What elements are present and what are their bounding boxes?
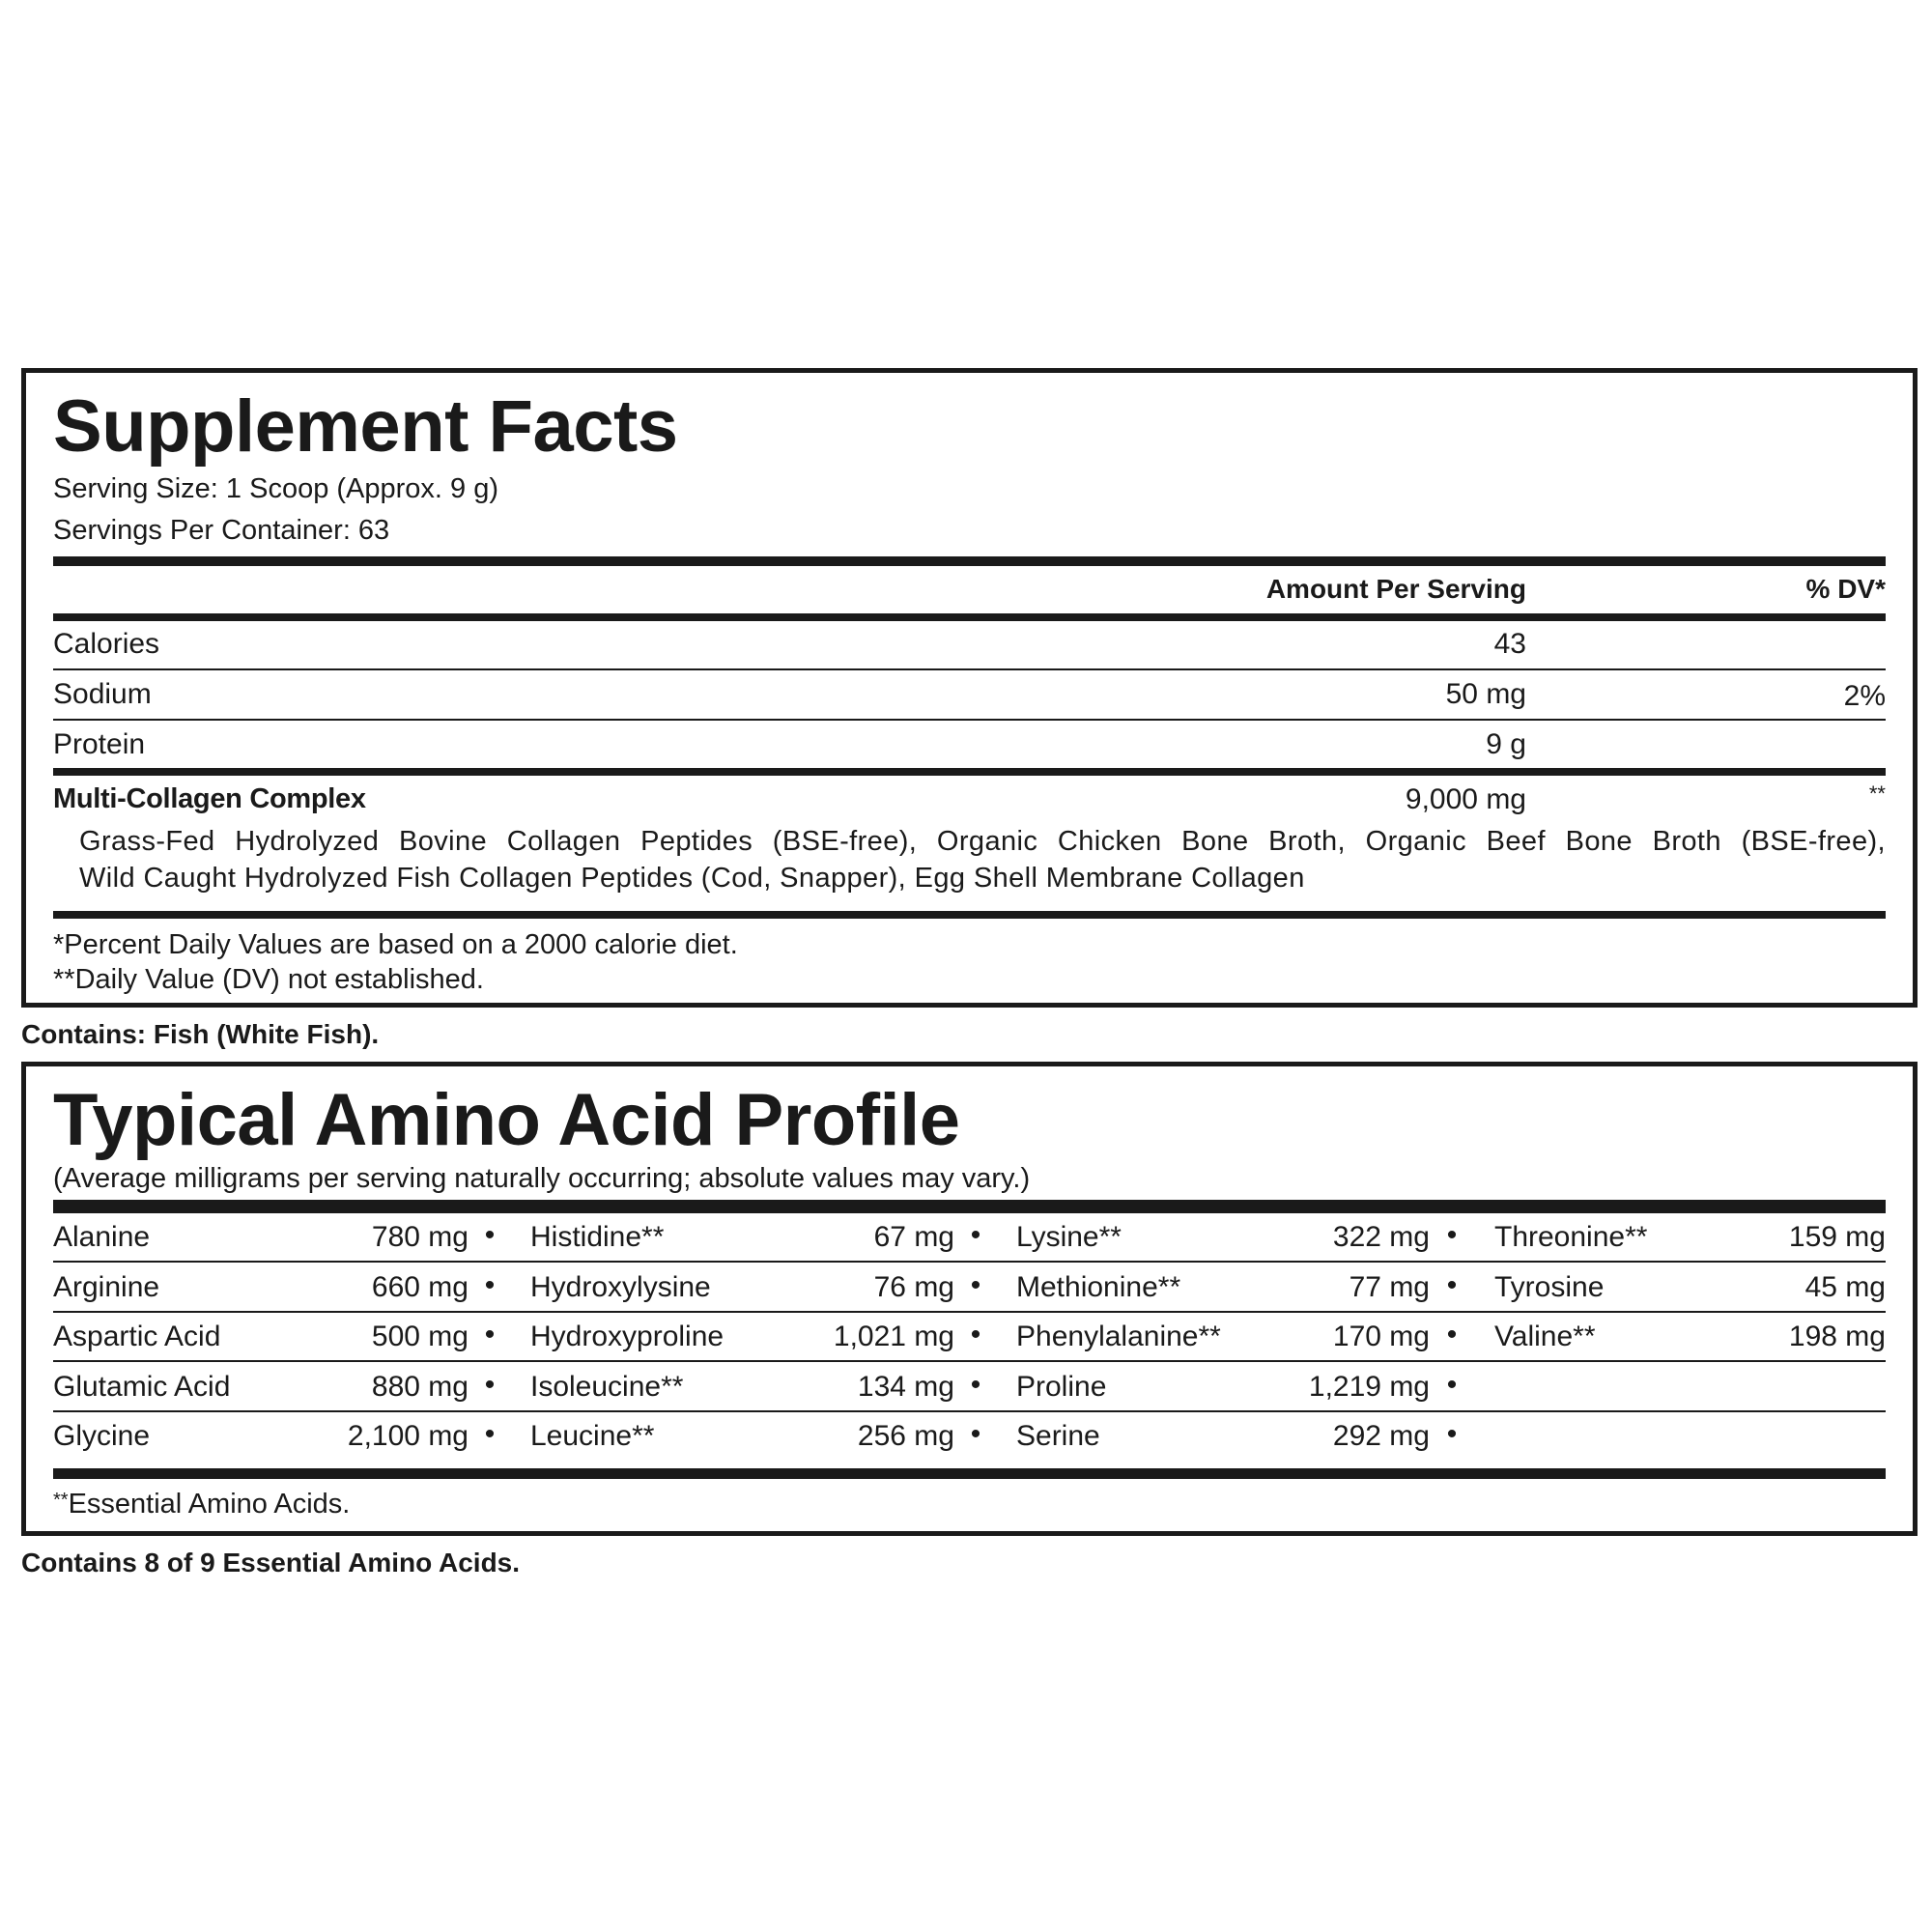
amino-acid-profile-panel: [21, 1062, 1918, 1536]
amino-acid-value: 67 mg: [873, 1221, 954, 1253]
amino-acid-name: Tyrosine: [1494, 1270, 1605, 1303]
nutrient-amount: 43: [1493, 628, 1526, 660]
nutrient-amount: 9 g: [1486, 728, 1526, 760]
amino-row: [53, 1264, 1886, 1313]
servings-per-container: Servings Per Container: 63: [53, 515, 390, 546]
amino-acid-value: 1,021 mg: [833, 1321, 954, 1352]
amino-row: [53, 1213, 1886, 1263]
amino-profile-subtitle: (Average milligrams per serving naturally occurring; absolute values may vary.): [53, 1163, 1031, 1194]
nutrient-row: [53, 626, 1886, 665]
amino-acid-name: Leucine**: [530, 1420, 655, 1452]
amino-acid-name: Threonine**: [1494, 1221, 1648, 1253]
complex-rule: [53, 768, 1886, 776]
bullet-separator: •: [484, 1219, 496, 1251]
footnote-marker: **: [53, 1490, 69, 1511]
nutrient-name: Calories: [53, 628, 160, 660]
amino-acid-value: 159 mg: [1788, 1221, 1886, 1253]
amino-acid-value: 292 mg: [1332, 1420, 1430, 1452]
amino-acid-name: Methionine**: [1016, 1270, 1181, 1303]
essential-amino-statement: Contains 8 of 9 Essential Amino Acids.: [21, 1548, 521, 1577]
amino-acid-name: Proline: [1016, 1370, 1107, 1403]
complex-name: Multi-Collagen Complex: [53, 783, 366, 814]
column-header-rule: [53, 613, 1886, 621]
bullet-separator: •: [1446, 1418, 1458, 1450]
amino-acid-value: 198 mg: [1788, 1321, 1886, 1352]
nutrient-amount: 50 mg: [1445, 678, 1526, 710]
dv-header: % DV*: [1805, 574, 1886, 604]
amino-acid-name: Serine: [1016, 1420, 1100, 1452]
complex-dv: **: [1868, 781, 1886, 806]
bullet-separator: •: [1446, 1219, 1458, 1251]
amino-footer-rule: [53, 1468, 1886, 1479]
footnote-text: Essential Amino Acids.: [68, 1489, 351, 1520]
amino-acid-name: Histidine**: [530, 1221, 665, 1253]
footnote-percent-dv: *Percent Daily Values are based on a 2000 calorie diet.: [53, 929, 738, 960]
amino-acid-value: 880 mg: [371, 1370, 469, 1403]
amino-acid-name: Alanine: [53, 1221, 151, 1253]
amount-per-serving-header: Amount Per Serving: [1265, 574, 1526, 604]
footnote-dv-not-established: **Daily Value (DV) not established.: [53, 964, 484, 995]
bullet-separator: •: [970, 1319, 981, 1350]
amino-row: [53, 1363, 1886, 1412]
amino-acid-name: Lysine**: [1016, 1221, 1122, 1253]
bullet-separator: •: [1446, 1268, 1458, 1301]
nutrient-name: Sodium: [53, 678, 152, 710]
bullet-separator: •: [1446, 1368, 1458, 1401]
amino-acid-name: Hydroxyproline: [530, 1321, 724, 1352]
amino-acid-value: 1,219 mg: [1308, 1370, 1430, 1403]
bullet-separator: •: [970, 1418, 981, 1450]
nutrient-row: [53, 676, 1886, 715]
amino-acid-name: Hydroxylysine: [530, 1270, 711, 1303]
nutrient-dv: 2%: [1843, 680, 1886, 712]
complex-ingredients-line-2: Wild Caught Hydrolyzed Fish Collagen Peptides (Cod, Snapper), Egg Shell Membrane Collagen: [79, 863, 1305, 894]
amino-acid-name: Glutamic Acid: [53, 1370, 231, 1403]
amino-header-rule: [53, 1200, 1886, 1213]
amino-acid-name: Isoleucine**: [530, 1370, 684, 1403]
bullet-separator: •: [1446, 1319, 1458, 1350]
amino-acid-name: Phenylalanine**: [1016, 1321, 1221, 1352]
amino-acid-value: 170 mg: [1332, 1321, 1430, 1352]
row-divider: [53, 668, 1886, 670]
supplement-facts-title: Supplement Facts: [53, 385, 678, 468]
nutrient-row: [53, 726, 1886, 765]
bullet-separator: •: [484, 1268, 496, 1301]
supplement-facts-panel: [21, 368, 1918, 1008]
amino-profile-title: Typical Amino Acid Profile: [53, 1079, 960, 1161]
amino-acid-value: 77 mg: [1349, 1270, 1430, 1303]
bullet-separator: •: [484, 1368, 496, 1401]
serving-size: Serving Size: 1 Scoop (Approx. 9 g): [53, 473, 499, 504]
bullet-separator: •: [970, 1368, 981, 1401]
bullet-separator: •: [970, 1219, 981, 1251]
amino-acid-value: 500 mg: [371, 1321, 469, 1352]
amino-acid-name: Arginine: [53, 1270, 160, 1303]
amino-acid-value: 76 mg: [873, 1270, 954, 1303]
amino-acid-value: 322 mg: [1332, 1221, 1430, 1253]
collagen-complex-row: [53, 783, 1886, 822]
amino-acid-value: 256 mg: [857, 1420, 954, 1452]
amino-acid-name: Aspartic Acid: [53, 1321, 221, 1352]
bullet-separator: •: [484, 1418, 496, 1450]
amino-acid-name: Valine**: [1494, 1321, 1596, 1352]
complex-amount: 9,000 mg: [1405, 783, 1526, 815]
amino-acid-name: Glycine: [53, 1420, 151, 1452]
row-divider: [53, 719, 1886, 721]
amino-acid-value: 660 mg: [371, 1270, 469, 1303]
amino-acid-value: 45 mg: [1804, 1270, 1886, 1303]
amino-acid-value: 134 mg: [857, 1370, 954, 1403]
amino-acid-value: 2,100 mg: [347, 1420, 469, 1452]
bullet-separator: •: [484, 1319, 496, 1350]
amino-acid-value: 780 mg: [371, 1221, 469, 1253]
bullet-separator: •: [970, 1268, 981, 1301]
allergen-statement: Contains: Fish (White Fish).: [21, 1019, 380, 1049]
amino-row: [53, 1313, 1886, 1362]
nutrient-name: Protein: [53, 728, 146, 760]
header-rule: [53, 556, 1886, 566]
complex-ingredients-line-1: Grass-Fed Hydrolyzed Bovine Collagen Peptides (BSE-free), Organic Chicken Bone Broth, Organic Beef Bone Broth (BSE-free),: [79, 826, 1886, 857]
amino-footnote: [53, 1491, 350, 1519]
amino-row: [53, 1412, 1886, 1462]
amino-acid-table: [53, 1213, 1886, 1452]
footnote-rule: [53, 911, 1886, 919]
